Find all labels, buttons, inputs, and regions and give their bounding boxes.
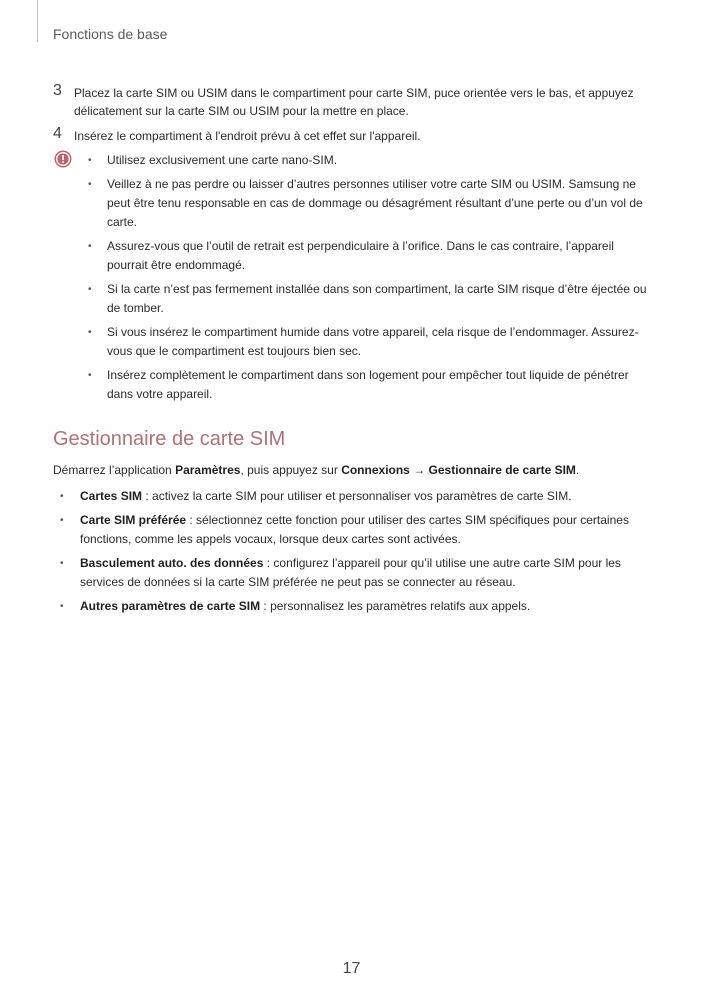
option-desc: : activez la carte SIM pour utiliser et personnaliser vos paramètres de carte SIM. bbox=[142, 489, 572, 503]
menu-sim-manager: Gestionnaire de carte SIM bbox=[428, 463, 576, 477]
header-divider bbox=[37, 0, 38, 42]
intro-before: Démarrez l’application bbox=[53, 463, 176, 477]
section-title: Gestionnaire de carte SIM bbox=[53, 428, 286, 450]
option-item bbox=[60, 597, 650, 616]
page-number: 17 bbox=[342, 960, 361, 977]
option-item bbox=[60, 487, 650, 506]
options-list bbox=[60, 487, 650, 621]
option-term: Basculement auto. des données bbox=[80, 556, 264, 570]
option-item bbox=[60, 511, 650, 549]
intro-middle: , puis appuyez sur bbox=[240, 463, 342, 477]
option-desc: : sélectionnez cette fonction pour utiliser des cartes SIM spécifiques pour certaines fonctions, comme les appels vocaux, lorsque deux cartes sont activées. bbox=[80, 513, 629, 546]
caution-item: • Si la carte n’est pas fermement installée dans son compartiment, la carte SIM risque d’être éjectée ou de tomber. bbox=[88, 280, 648, 318]
caution-item: • Utilisez exclusivement une carte nano-SIM. bbox=[88, 151, 648, 170]
step-number: 3 bbox=[53, 82, 62, 99]
warning-icon bbox=[54, 150, 72, 168]
menu-connexions: Connexions bbox=[341, 463, 410, 477]
step-text: Insérez le compartiment à l'endroit prévu à cet effet sur l'appareil. bbox=[74, 129, 421, 143]
caution-list bbox=[88, 151, 648, 409]
caution-item: • Insérez complètement le compartiment dans son logement pour empêcher tout liquide de pénétrer dans votre appareil. bbox=[88, 366, 648, 404]
step-3 bbox=[53, 84, 653, 120]
option-term: Autres paramètres de carte SIM bbox=[80, 599, 261, 613]
arrow-icon: → bbox=[409, 463, 429, 477]
step-number: 4 bbox=[53, 125, 62, 142]
caution-item: • Si vous insérez le compartiment humide dans votre appareil, cela risque de l’endommager. Assurez-vous que le compartiment est toujours bien sec. bbox=[88, 323, 648, 361]
option-desc: : personnalisez les paramètres relatifs aux appels. bbox=[260, 599, 531, 613]
caution-item: • Veillez à ne pas perdre ou laisser d’autres personnes utiliser votre carte SIM ou USIM. Samsung ne peut être tenu responsable en cas de dommage ou désagrément résultant d’une perte ou d’un vol de carte. bbox=[88, 175, 648, 232]
step-4 bbox=[53, 127, 653, 145]
option-term: Cartes SIM bbox=[80, 489, 143, 503]
section-label: Fonctions de base bbox=[53, 26, 168, 42]
step-text: Placez la carte SIM ou USIM dans le compartiment pour carte SIM, puce orientée vers le bas, et appuyez délicatement sur la carte SIM ou USIM pour la mettre en place. bbox=[74, 86, 634, 118]
option-desc: : configurez l’appareil pour qu’il utilise une autre carte SIM pour les services de données si la carte SIM préférée ne peut pas se connecter au réseau. bbox=[80, 556, 621, 589]
option-item bbox=[60, 554, 650, 592]
app-name: Paramètres bbox=[175, 463, 241, 477]
caution-item: • Assurez-vous que l’outil de retrait est perpendiculaire à l’orifice. Dans le cas contraire, l’appareil pourrait être endommagé. bbox=[88, 237, 648, 275]
intro-paragraph bbox=[53, 461, 579, 479]
intro-after: . bbox=[575, 463, 580, 477]
option-term: Carte SIM préférée bbox=[80, 513, 187, 527]
